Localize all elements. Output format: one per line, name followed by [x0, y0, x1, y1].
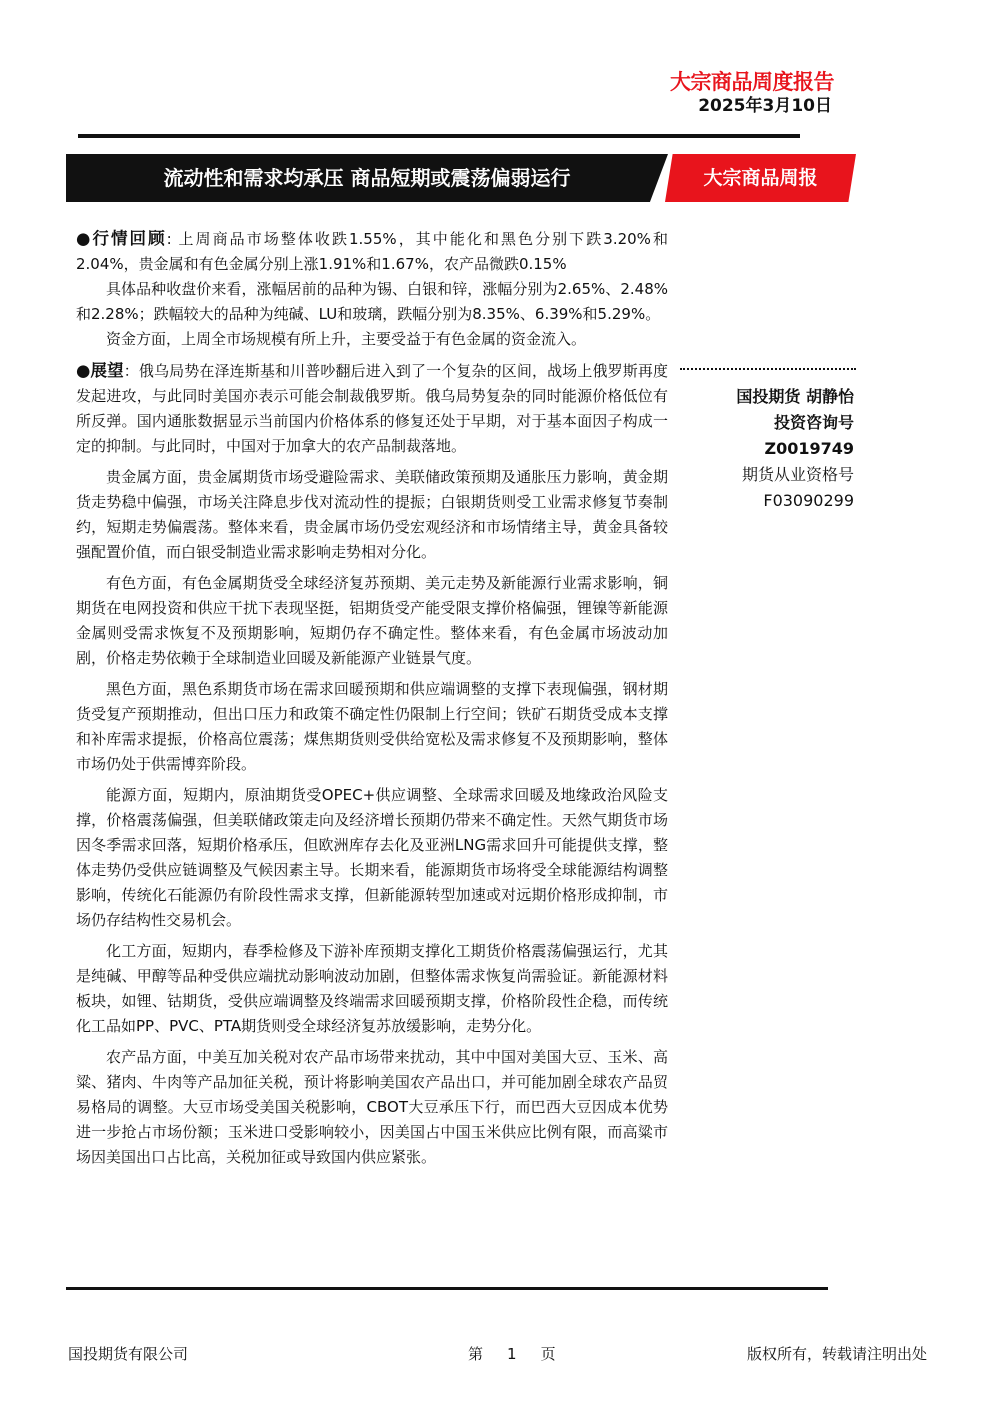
- consult-label: 投资咨询号: [773, 413, 854, 432]
- review-paragraph: [76, 226, 668, 277]
- page-suffix: 页: [540, 1345, 556, 1363]
- ferrous-paragraph: 黑色方面，黑色系期货市场在需求回暖预期和供应端调整的支撑下表现偏强，钢材期货受复产预期推动，但出口压力和政策不确定性仍限制上行空间；铁矿石期货受成本支撑和补库需求提振，价格高位震荡；煤焦期货则受供给宽松及需求修复不及预期影响，整体市场仍处于供需博弈阶段。: [76, 680, 668, 773]
- report-title: 大宗商品周度报告: [670, 70, 834, 94]
- page-no: 1: [507, 1345, 517, 1363]
- category-label: 大宗商品周报: [703, 167, 818, 189]
- report-body: [76, 226, 668, 1176]
- review-detail: 具体品种收盘价来看，涨幅居前的品种为锡、白银和锌，涨幅分别为2.65%、2.48%和2.28%；跌幅较大的品种为纯碱、LU和玻璃，跌幅分别为8.35%、6.39%和5.29%。: [76, 280, 668, 323]
- analyst-info: [736, 384, 854, 514]
- outlook-text: ：俄乌局势在泽连斯基和川普吵翻后进入到了一个复杂的区间，战场上俄罗斯再度发起进攻，与此同时美国亦表示可能会制裁俄罗斯。俄乌局势复杂的同时能源价格低位有所反弹。国内通胀数据显示当前国内价格体系的修复还处于早期，对于基本面因子构成一定的抑制。与此同时，中国对于加拿大的农产品制裁落地。: [76, 362, 668, 455]
- report-date: 2025年3月10日: [698, 96, 832, 116]
- footer-company: 国投期货有限公司: [68, 1345, 189, 1363]
- license-number: F03090299: [763, 491, 854, 510]
- page-number: [456, 1343, 568, 1364]
- license-label: 期货从业资格号: [741, 465, 854, 484]
- company-author: 国投期货 胡静怡: [736, 387, 854, 406]
- review-text: : 上周商品市场整体收跌1.55%，其中能化和黑色分别下跌3.20%和2.04%，贵金属和有色金属分别上涨1.91%和1.67%，农产品微跌0.15%: [76, 230, 668, 273]
- precious-metals-paragraph: 贵金属方面，贵金属期货市场受避险需求、美联储政策预期及通胀压力影响，黄金期货走势稳中偏强，市场关注降息步伐对流动性的提振；白银期货则受工业需求修复节奏制约，短期走势偏震荡。整体来看，贵金属市场仍受宏观经济和市场情绪主导，黄金具备较强配置价值，而白银受制造业需求影响走势相对分化。: [76, 468, 668, 561]
- bottom-divider: [66, 1287, 828, 1290]
- top-divider: [78, 134, 800, 138]
- outlook-paragraph: [76, 358, 668, 459]
- review-label: ●行情回顾: [76, 229, 167, 248]
- sidebar-divider: [680, 368, 856, 370]
- chemical-paragraph: 化工方面，短期内，春季检修及下游补库预期支撑化工期货价格震荡偏强运行，尤其是纯碱、甲醇等品种受供应端扰动影响波动加剧，但整体需求恢复尚需验证。新能源材料板块，如锂、钴期货，受供应端调整及终端需求回暖预期支撑，价格阶段性企稳，而传统化工品如PP、PVC、PTA期货则受全球经济复苏放缓影响，走势分化。: [76, 942, 668, 1035]
- review-funds: 资金方面，上周全市场规模有所上升，主要受益于有色金属的资金流入。: [106, 330, 587, 348]
- outlook-label: ●展望: [76, 361, 124, 380]
- page-title: 流动性和需求均承压 商品短期或震荡偏弱运行: [163, 166, 571, 190]
- agriculture-paragraph: 农产品方面，中美互加关税对农产品市场带来扰动，其中中国对美国大豆、玉米、高粱、猪肉、牛肉等产品加征关税，预计将影响美国农产品出口，并可能加剧全球农产品贸易格局的调整。大豆市场受美国关税影响，CBOT大豆承压下行，而巴西大豆因成本优势进一步抢占市场份额；玉米进口受影响较小，因美国占中国玉米供应比例有限，而高粱市场因美国出口占比高，关税加征或导致国内供应紧张。: [76, 1048, 668, 1166]
- consult-number: Z0019749: [764, 439, 854, 458]
- footer-copyright: 版权所有，转载请注明出处: [746, 1345, 927, 1363]
- energy-paragraph: 能源方面，短期内，原油期货受OPEC+供应调整、全球需求回暖及地缘政治风险支撑，价格震荡偏强，但美联储政策走向及经济增长预期仍带来不确定性。天然气期货市场因冬季需求回落，短期价格承压，但欧洲库存去化及亚洲LNG需求回升可能提供支撑，整体走势仍受供应链调整及气候因素主导。长期来看，能源期货市场将受全球能源结构调整影响，传统化石能源仍有阶段性需求支撑，但新能源转型加速或对远期价格形成抑制，市场仍存结构性交易机会。: [76, 786, 668, 929]
- nonferrous-paragraph: 有色方面，有色金属期货受全球经济复苏预期、美元走势及新能源行业需求影响，铜期货在电网投资和供应干扰下表现坚挺，铝期货受产能受限支撑价格偏强，锂镍等新能源金属则受需求恢复不及预期影响，短期仍存不确定性。整体来看，有色金属市场波动加剧，价格走势依赖于全球制造业回暖及新能源产业链景气度。: [76, 574, 668, 667]
- page-prefix: 第: [468, 1345, 484, 1363]
